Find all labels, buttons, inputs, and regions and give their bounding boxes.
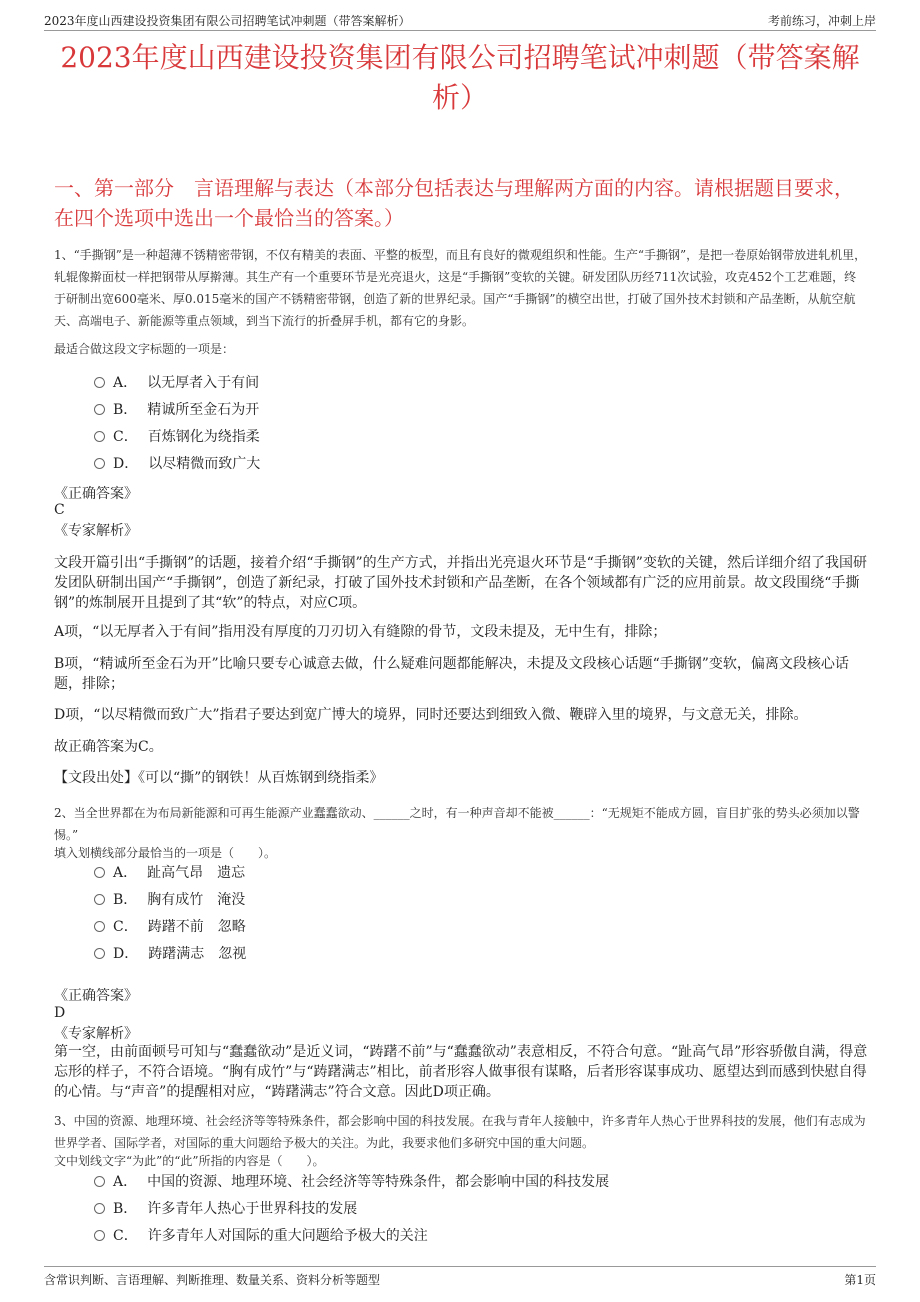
option-letter: A．	[113, 865, 138, 881]
q1-analysis-para: 故正确答案为C。	[54, 739, 163, 755]
q3-option-c[interactable]	[94, 1225, 428, 1247]
option-text: 精诚所至金石为开	[147, 402, 260, 418]
option-text: 百炼钢化为绕指柔	[147, 429, 260, 445]
radio-icon[interactable]	[94, 921, 105, 932]
q2-passage: 2、当全世界都在为布局新能源和可再生能源产业蠢蠢欲动、______之时，有一种声音却不能被______：“无规矩不能成方圆，盲目扩张的势头必须加以警惕。”	[54, 806, 860, 842]
footer-description: 含常识判断、言语理解、判断推理、数量关系、资料分析等题型	[44, 1273, 381, 1287]
q1-answer-label: 《正确答案》	[54, 486, 138, 502]
q1-option-d[interactable]	[94, 453, 260, 475]
q2-answer-label: 《正确答案》	[54, 988, 138, 1004]
option-text: 许多青年人热心于世界科技的发展	[147, 1201, 358, 1217]
page-number: 第1页	[844, 1273, 876, 1287]
page-footer	[44, 1266, 876, 1287]
section-heading: 一、第一部分 言语理解与表达（本部分包括表达与理解两方面的内容。请根据题目要求，在四个选项中选出一个最恰当的答案。）	[54, 176, 854, 230]
option-letter: C．	[113, 1228, 138, 1244]
q2-prompt: 填入划横线部分最恰当的一项是（ ）。	[54, 846, 277, 860]
option-letter: C．	[113, 919, 138, 935]
q2-analysis-para: 第一空，由前面顿号可知与“蠢蠢欲动”是近义词，“踌躇不前”与“蠢蠢欲动”表意相反，不符合句意。“趾高气昂”形容骄傲自满，得意忘形的样子，不符合语境。“胸有成竹”与“踌躇满志”相比，前者形容人做事很有谋略，后者形容谋事成功、愿望达到而感到快慰自得的心情。与“声音”的提醒相对应，“踌躇满志”符合文意。因此D项正确。	[54, 1044, 868, 1100]
radio-icon[interactable]	[94, 458, 105, 469]
q1-analysis-para: A项，“以无厚者入于有间”指用没有厚度的刀刃切入有缝隙的骨节，文段未提及，无中生有，排除；	[54, 624, 667, 640]
option-letter: A．	[113, 375, 138, 391]
q1-source: 【文段出处】《可以“撕”的钢铁！从百炼钢到绕指柔》	[54, 770, 384, 786]
radio-icon[interactable]	[94, 867, 105, 878]
option-letter: B．	[113, 1201, 138, 1217]
q1-analysis-label: 《专家解析》	[54, 523, 138, 539]
option-text: 趾高气昂 遗忘	[147, 865, 246, 881]
radio-icon[interactable]	[94, 1176, 105, 1187]
radio-icon[interactable]	[94, 894, 105, 905]
option-text: 中国的资源、地理环境、社会经济等等特殊条件，都会影响中国的科技发展	[147, 1174, 610, 1190]
page-header	[44, 10, 876, 31]
q1-analysis-para: B项，“精诚所至金石为开”比喻只要专心诚意去做，什么疑难问题都能解决，未提及文段核心话题“手撕钢”变软，偏离文段核心话题，排除；	[54, 656, 849, 692]
option-text: 踌躇不前 忽略	[147, 919, 246, 935]
radio-icon[interactable]	[94, 431, 105, 442]
q2-option-d[interactable]	[94, 943, 246, 965]
option-letter: B．	[113, 402, 138, 418]
option-letter: A．	[113, 1174, 138, 1190]
option-text: 许多青年人对国际的重大问题给予极大的关注	[147, 1228, 428, 1244]
q3-passage: 3、中国的资源、地理环境、社会经济等等特殊条件，都会影响中国的科技发展。在我与青年人接触中，许多青年人热心于世界科技的发展，他们有志成为世界学者、国际学者，对国际的重大问题给予极大的关注。为此，我要求他们多研究中国的重大问题。	[54, 1114, 866, 1150]
radio-icon[interactable]	[94, 1203, 105, 1214]
q2-analysis-label: 《专家解析》	[54, 1026, 138, 1042]
q1-answer: C	[54, 502, 65, 518]
option-letter: D．	[113, 946, 139, 962]
header-slogan: 考前练习，冲刺上岸	[767, 14, 876, 28]
q3-option-a[interactable]	[94, 1171, 609, 1193]
page-title: 2023年度山西建设投资集团有限公司招聘笔试冲刺题（带答案解析）	[60, 41, 860, 114]
option-letter: C．	[113, 429, 138, 445]
q2-option-c[interactable]	[94, 916, 246, 938]
q1-option-c[interactable]	[94, 426, 260, 448]
radio-icon[interactable]	[94, 404, 105, 415]
radio-icon[interactable]	[94, 377, 105, 388]
option-text: 胸有成竹 淹没	[147, 892, 246, 908]
q1-analysis-para: D项，“以尽精微而致广大”指君子要达到宽广博大的境界，同时还要达到细致入微、鞭辟入里的境界，与文意无关，排除。	[54, 707, 808, 723]
q2-answer: D	[54, 1005, 66, 1021]
radio-icon[interactable]	[94, 948, 105, 959]
q1-analysis-para: 文段开篇引出“手撕钢”的话题，接着介绍“手撕钢”的生产方式，并指出光亮退火环节是“手撕钢”变软的关键，然后详细介绍了我国研发团队研制出国产“手撕钢”，创造了新纪录，打破了国外技术封锁和产品垄断，在各个领域都有广泛的应用前景。故文段围绕“手撕钢”的炼制展开且提到了其“软”的特点，对应C项。	[54, 555, 867, 611]
option-text: 以无厚者入于有间	[147, 375, 260, 391]
q3-option-b[interactable]	[94, 1198, 357, 1220]
q1-passage: 1、“手撕钢”是一种超薄不锈精密带钢，不仅有精美的表面、平整的板型，而且有良好的微观组织和性能。生产“手撕钢”，是把一卷原始钢带放进轧机里，轧辊像擀面杖一样把钢带从厚擀薄。其生产有一个重要环节是光亮退火，这是“手撕钢”变软的关键。研发团队历经711次试验，攻克452个工艺难题，终于研制出宽600毫米、厚0.015毫米的国产不锈精密带钢，创造了新的世界纪录。国产“手撕钢”的横空出世，打破了国外技术封锁和产品垄断，从航空航天、高端电子、新能源等重点领域，到当下流行的折叠屏手机，都有它的身影。	[54, 248, 867, 328]
q1-prompt: 最适合做这段文字标题的一项是：	[54, 342, 235, 356]
q1-option-a[interactable]	[94, 372, 259, 394]
q1-option-b[interactable]	[94, 399, 259, 421]
option-letter: B．	[113, 892, 138, 908]
q2-option-a[interactable]	[94, 862, 245, 884]
option-text: 以尽精微而致广大	[148, 456, 261, 472]
header-doc-title: 2023年度山西建设投资集团有限公司招聘笔试冲刺题（带答案解析）	[44, 14, 411, 28]
radio-icon[interactable]	[94, 1230, 105, 1241]
q2-option-b[interactable]	[94, 889, 245, 911]
q3-prompt: 文中划线文字“为此”的“此”所指的内容是（ ）。	[54, 1154, 325, 1168]
option-letter: D．	[113, 456, 139, 472]
option-text: 踌躇满志 忽视	[148, 946, 247, 962]
